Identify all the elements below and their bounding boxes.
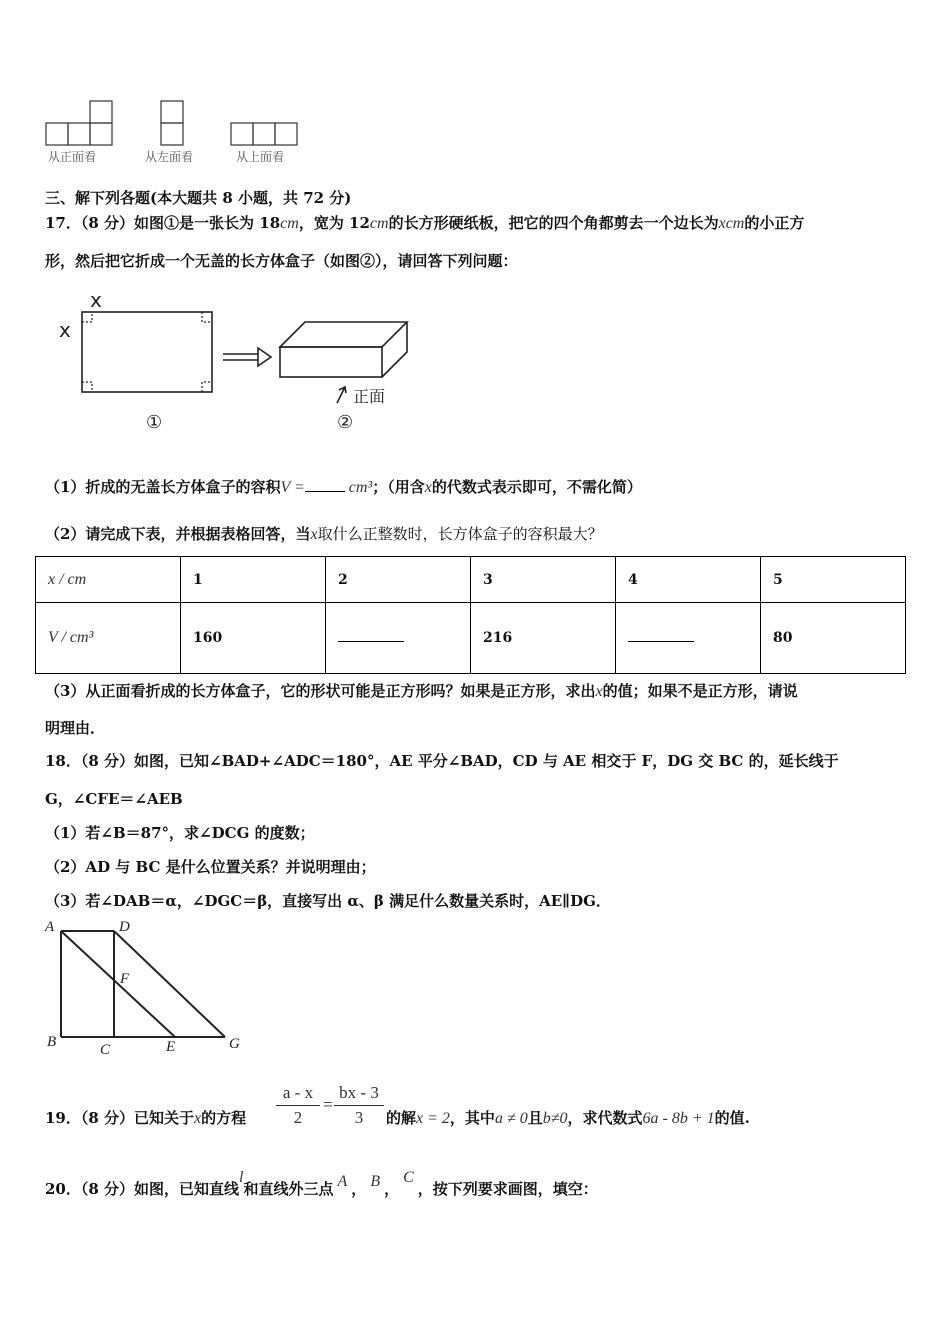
q17-part3: （3）从正面看折成的长方体盒子，它的形状可能是正方形吗？如果是正方形，求出x的值；如果不是正方形，请说: [45, 682, 798, 700]
figure-1-label: ①: [146, 412, 163, 433]
q17-part1: （1）折成的无盖长方体盒子的容积V = cm³；（用含x的代数式表示即可，不需化简）: [45, 478, 642, 496]
fraction-left: a - x 2: [276, 1083, 320, 1128]
box-folding-figure: [55, 290, 415, 435]
table-row: [36, 557, 906, 603]
table-cell: 4: [616, 557, 761, 603]
q18-part1: （1）若∠B＝87°，求∠DCG 的度数；: [45, 824, 315, 842]
table-cell-blank[interactable]: [616, 603, 761, 674]
q17-line1: 17．（8 分）如图①是一张长为 18cm，宽为 12cm的长方形硬纸板，把它的四个角都剪去一个边长为xcm的小正方: [45, 214, 805, 232]
point-E: E: [166, 1039, 176, 1055]
point-G: G: [229, 1036, 240, 1052]
table-cell: 1: [181, 557, 326, 603]
point-A: A: [45, 919, 55, 935]
table-cell: 160: [181, 603, 326, 674]
volume-table: [35, 556, 906, 674]
q18-part2: （2）AD 与 BC 是什么位置关系？并说明理由；: [45, 858, 376, 876]
top-view-caption: 从上面看: [236, 150, 285, 164]
three-views-drawing: [44, 98, 314, 148]
figure-2-label: ②: [337, 412, 354, 433]
q17-part3-cont: 明理由．: [45, 719, 106, 737]
table-cell: 5: [761, 557, 906, 603]
table-cell: 2: [326, 557, 471, 603]
table-header-cell: V / cm³: [36, 603, 181, 674]
table-cell: 3: [471, 557, 616, 603]
point-C: C: [100, 1042, 111, 1058]
x-label-side: x: [59, 318, 71, 342]
table-header-cell: x / cm: [36, 557, 181, 603]
q20-line: 20．（8 分）如图，已知直线l和直线外三点 A ， B ，C，按下列要求画图，填空：: [45, 1169, 598, 1198]
q18-part3: （3）若∠DAB＝α，∠DGC＝β，直接写出 α、β 满足什么数量关系时，AE∥DG．: [45, 892, 611, 910]
q18-line2: G，∠CFE＝∠AEB: [45, 790, 183, 808]
q18-geometry-figure: [40, 915, 250, 1060]
section-header: 三、解下列各题(本大题共 8 小题，共 72 分): [45, 189, 352, 207]
point-D: D: [119, 919, 130, 935]
front-view-caption: 从正面看: [48, 150, 97, 164]
volume-blank[interactable]: [305, 491, 345, 492]
table-cell: 216: [471, 603, 616, 674]
fraction-right: bx - 3 3: [334, 1083, 384, 1128]
equals-sign: =: [322, 1095, 334, 1114]
q17-part2: （2）请完成下表，并根据表格回答，当x取什么正整数时，长方体盒子的容积最大？: [45, 525, 603, 543]
q18-line1: 18．（8 分）如图，已知∠BAD+∠ADC＝180°，AE 平分∠BAD，CD 与 AE 相交于 F，DG 交 BC 的，延长线于: [45, 752, 839, 770]
q19-line: 19．（8 分）已知关于x的方程: [45, 1109, 247, 1127]
table-row: [36, 603, 906, 674]
table-cell: 80: [761, 603, 906, 674]
front-label: 正面: [353, 387, 386, 406]
left-view-caption: 从左面看: [145, 150, 194, 164]
x-label-top: x: [90, 290, 102, 312]
point-F: F: [120, 971, 130, 987]
q17-line2: 形，然后把它折成一个无盖的长方体盒子（如图②），请回答下列问题：: [45, 252, 518, 270]
q19-line-rest: 的解x = 2，其中a ≠ 0且b≠0，求代数式6a - 8b + 1的值.: [386, 1109, 750, 1127]
table-cell-blank[interactable]: [326, 603, 471, 674]
point-B: B: [47, 1034, 57, 1050]
